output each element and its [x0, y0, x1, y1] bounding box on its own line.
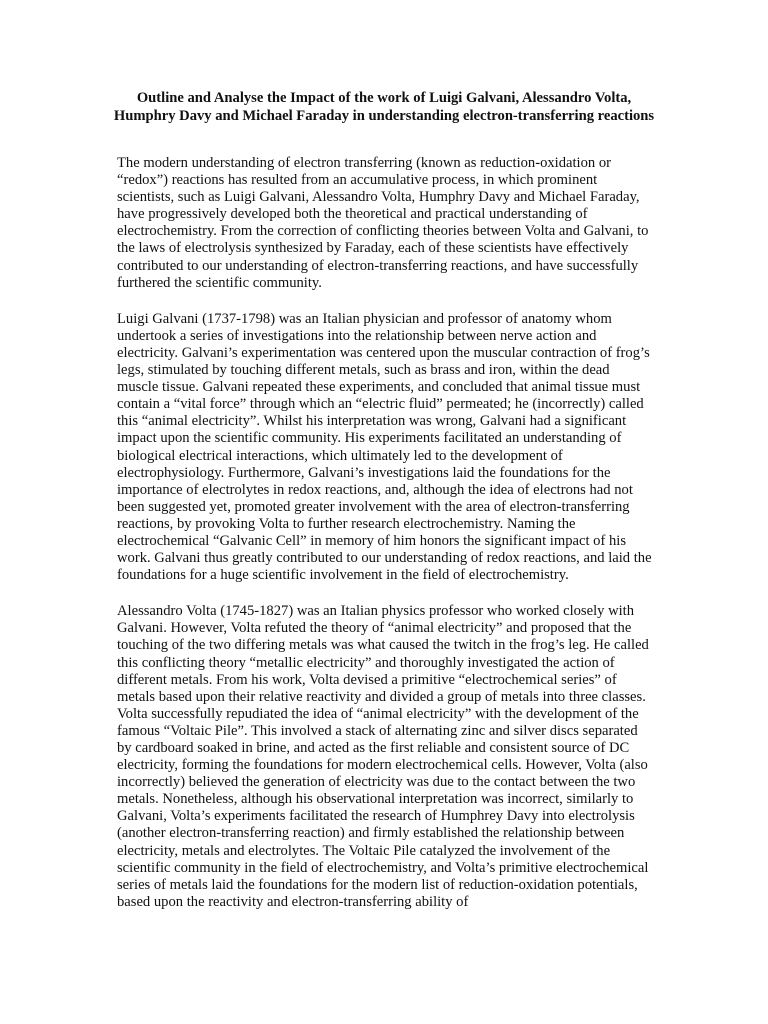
paragraph-volta: Alessandro Volta (1745-1827) was an Italian physics professor who worked closely with Galvani. However, Volta refuted the theory of “animal electricity” and proposed that the touching of the two differing metals was what caused the twitch in the frog’s leg. He called this conflicting theory “metallic electricity” and thoroughly investigated the action of different metals. From his work, Volta devised a primitive “electrochemical series” of metals based upon their relative reactivity and divided a group of metals into three classes. Volta successfully repudiated the idea of “animal electricity” with the development of the famous “Voltaic Pile”. This involved a stack of alternating zinc and silver discs separated by cardboard soaked in brine, and acted as the first reliable and consistent source of DC electricity, forming the foundations for modern electrochemical cells. However, Volta (also incorrectly) believed the generation of electricity was due to the contact between the two metals. Nonetheless, although his observational interpretation was incorrect, similarly to Galvani, Volta’s experiments facilitated the research of Humphrey Davy into electrolysis (another electron-transferring reaction) and firmly established the relationship between electricity, metals and electrolytes. The Voltaic Pile catalyzed the involvement of the scientific community in the field of electrochemistry, and Volta’s primitive electrochemical series of metals laid the foundations for the modern list of reduction-oxidation potentials, based upon the reactivity and electron-transferring ability of: [117, 603, 649, 910]
paragraph-galvani: Luigi Galvani (1737-1798) was an Italian physician and professor of anatomy whom undertook a series of investigations into the relationship between nerve action and electricity. Galvani’s experimentation was centered upon the muscular contraction of frog’s legs, stimulated by touching different metals, such as brass and iron, within the dead muscle tissue. Galvani repeated these experiments, and concluded that animal tissue must contain a “vital force” through which an “electric fluid” permeated; he (incorrectly) called this “animal electricity”. Whilst his interpretation was wrong, Galvani had a significant impact upon the scientific community. His experiments facilitated an understanding of biological electrical interactions, which ultimately led to the development of electrophysiology. Furthermore, Galvani’s investigations laid the foundations for the importance of electrolytes in redox reactions, and, although the idea of electrons had not been suggested yet, promoted greater involvement with the area of electron-transferring reactions, by provoking Volta to further research electrochemistry. Naming the electrochemical “Galvanic Cell” in memory of him honors the significant impact of his work. Galvani thus greatly contributed to our understanding of redox reactions, and laid the foundations for a huge scientific involvement in the field of electrochemistry.: [117, 310, 652, 584]
document-body: [117, 155, 653, 930]
document-title: Outline and Analyse the Impact of the work of Luigi Galvani, Alessandro Volta, Humphry Davy and Michael Faraday in understanding electron-transferring reactions: [113, 90, 655, 124]
paragraph-introduction: The modern understanding of electron transferring (known as reduction-oxidation or “redox”) reactions has resulted from an accumulative process, in which prominent scientists, such as Luigi Galvani, Alessandro Volta, Humphry Davy and Michael Faraday, have progressively developed both the theoretical and practical understanding of electrochemistry. From the correction of conflicting theories between Volta and Galvani, to the laws of electrolysis synthesized by Faraday, each of these scientists have effectively contributed to our understanding of electron-transferring reactions, and have successfully furthered the scientific community.: [117, 155, 649, 291]
